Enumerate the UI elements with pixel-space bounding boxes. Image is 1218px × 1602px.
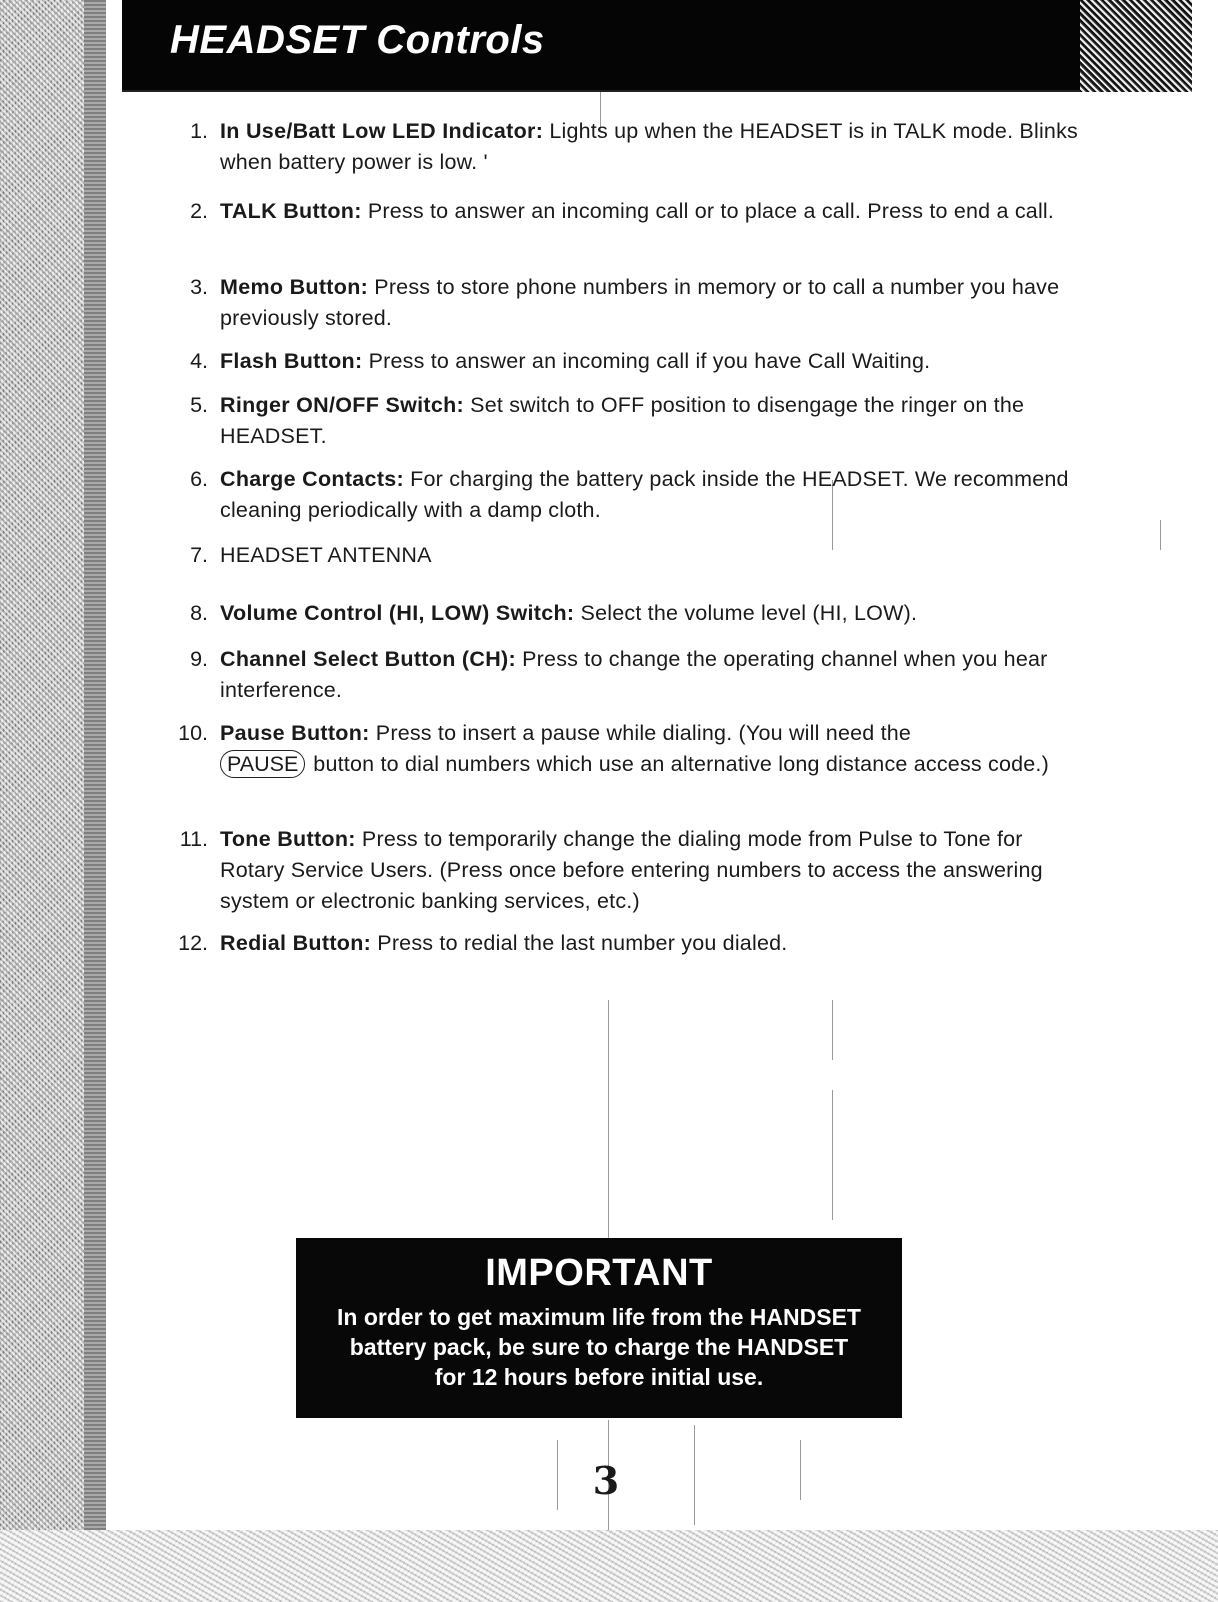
- page-number: 3: [592, 1458, 620, 1503]
- scan-artifact-line: [608, 1000, 609, 1240]
- scan-artifact-line: [832, 1090, 833, 1220]
- item-number: 4.: [190, 349, 208, 373]
- header-bar: [122, 0, 1080, 92]
- item-number: 1.: [190, 119, 208, 143]
- item-number: 2.: [190, 199, 208, 223]
- item-text: button to dial numbers which use an alternative long distance access code.): [313, 752, 1049, 776]
- item-label: Flash Button:: [220, 349, 363, 373]
- item-text: Press to answer an incoming call or to place a call. Press to end a call.: [361, 199, 1055, 223]
- item-label: Ringer ON/OFF Switch:: [220, 393, 464, 417]
- item-text: Select the volume level (HI, LOW).: [574, 601, 918, 625]
- page-title: HEADSET Controls: [170, 18, 545, 62]
- item-text: Lights up when the HEADSET is in TALK mode. Blinks when battery power is low. ': [220, 119, 1078, 174]
- item-number: 8.: [190, 601, 208, 625]
- item-label: In Use/Batt Low LED Indicator:: [220, 119, 544, 143]
- item-label: Channel Select Button (CH):: [220, 647, 516, 671]
- scan-left-edge: [0, 0, 106, 1602]
- item-number: 11.: [179, 827, 208, 851]
- item-number: 12.: [178, 931, 208, 955]
- item-number: 5.: [190, 393, 208, 417]
- item-text: For charging the battery pack inside the HEADSET. We recommend cleaning periodically with a damp cloth.: [220, 467, 1069, 522]
- important-text: [296, 1302, 902, 1392]
- item-number: 10.: [178, 721, 208, 745]
- item-label: TALK Button:: [220, 199, 362, 223]
- item-number: 6.: [190, 467, 208, 491]
- item-text: Press to insert a pause while dialing. (You will need the: [369, 721, 912, 745]
- pause-key-icon: PAUSE: [220, 750, 305, 778]
- item-label: Redial Button:: [220, 931, 372, 955]
- important-line: In order to get maximum life from the HANDSET: [337, 1304, 861, 1330]
- scan-artifact-line: [694, 1425, 695, 1525]
- item-text: Set switch to OFF position to disengage the ringer on the HEADSET.: [220, 393, 1025, 448]
- scan-artifact-line: [1160, 520, 1161, 550]
- scan-artifact-line: [800, 1440, 801, 1500]
- item-text: Press to redial the last number you dialed.: [371, 931, 788, 955]
- item-label: Volume Control (HI, LOW) Switch:: [220, 601, 575, 625]
- scan-artifact-line: [557, 1440, 558, 1510]
- item-text: Press to store phone numbers in memory or to call a number you have previously stored.: [220, 275, 1060, 330]
- important-title: IMPORTANT: [485, 1252, 713, 1294]
- scan-corner-noise: [1080, 0, 1192, 92]
- item-number: 3.: [190, 275, 208, 299]
- item-number: 9.: [190, 647, 208, 671]
- item-text: Press to temporarily change the dialing mode from Pulse to Tone for Rotary Service Users. (Press once before entering numbers to access the answering system or electronic banking services, etc.): [220, 827, 1043, 913]
- item-label: Memo Button:: [220, 275, 369, 299]
- scan-bottom-edge: [0, 1530, 1218, 1602]
- scan-artifact-line: [832, 1000, 833, 1060]
- item-text: HEADSET ANTENNA: [220, 543, 432, 567]
- important-line: for 12 hours before initial use.: [434, 1364, 764, 1390]
- item-label: Charge Contacts:: [220, 467, 404, 491]
- item-label: Tone Button:: [220, 827, 356, 851]
- important-notice: [296, 1238, 902, 1418]
- item-text: Press to answer an incoming call if you have Call Waiting.: [362, 349, 931, 373]
- item-text: Press to change the operating channel when you hear interference.: [220, 647, 1048, 702]
- item-number: 7.: [190, 543, 208, 567]
- item-label: Pause Button:: [220, 721, 370, 745]
- important-line: battery pack, be sure to charge the HANDSET: [349, 1334, 849, 1360]
